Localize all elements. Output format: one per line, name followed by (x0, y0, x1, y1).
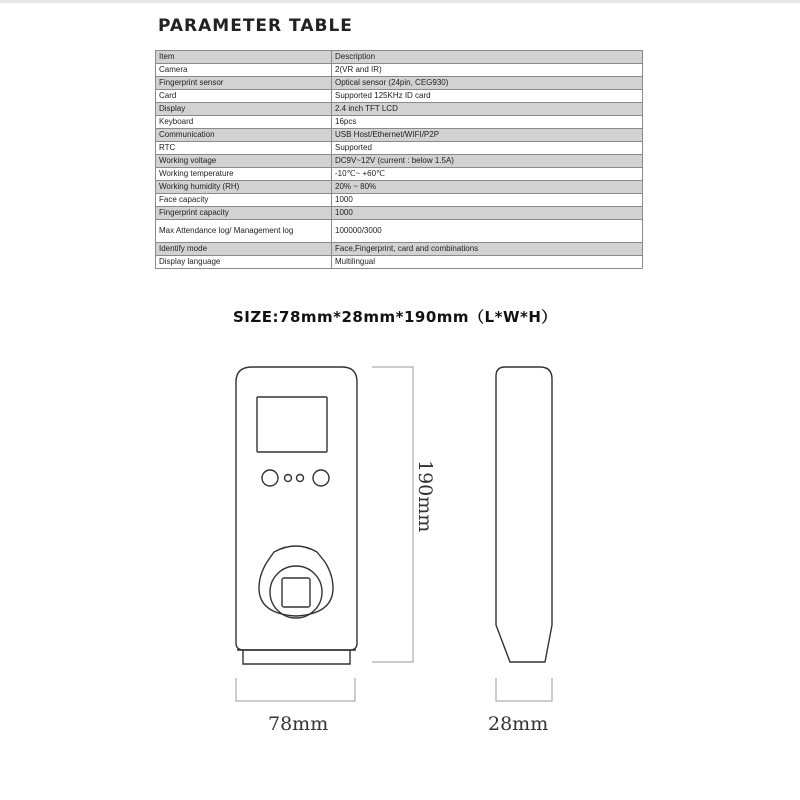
device-base-foot (243, 650, 350, 664)
width-label: 78mm (268, 713, 329, 735)
row-description: Face,Fingerprint, card and combinations (332, 243, 643, 256)
device-side-body (496, 367, 552, 662)
header-description: Description (332, 51, 643, 64)
side-view (496, 367, 552, 662)
row-description: 20% ~ 80% (332, 181, 643, 194)
row-description: Multilingual (332, 256, 643, 269)
sensor-small-icon (297, 475, 304, 482)
size-label: SIZE: (233, 308, 280, 326)
row-description: -10℃~ +60℃ (332, 168, 643, 181)
row-description: 100000/3000 (332, 220, 643, 243)
row-description: 1000 (332, 207, 643, 220)
height-label: 190mm (414, 460, 436, 533)
fingerprint-sensor-icon (282, 578, 310, 607)
header-item: Item (156, 51, 332, 64)
height-dimension-line (372, 367, 413, 662)
row-description: DC9V~12V (current : below 1.5A) (332, 155, 643, 168)
row-description: 2.4 inch TFT LCD (332, 103, 643, 116)
fingerprint-guard (259, 546, 333, 616)
size-value: 78mm*28mm*190mm（L*W*H） (279, 308, 557, 326)
row-description: 16pcs (332, 116, 643, 129)
row-item: Keyboard (156, 116, 332, 129)
row-item: Fingerprint capacity (156, 207, 332, 220)
row-item: Fingerprint sensor (156, 77, 332, 90)
parameter-table-title: PARAMETER TABLE (158, 16, 353, 36)
row-item: Working temperature (156, 168, 332, 181)
row-item: Camera (156, 64, 332, 77)
row-item: Card (156, 90, 332, 103)
row-item: Working humidity (RH) (156, 181, 332, 194)
row-description: USB Host/Ethernet/WIFI/P2P (332, 129, 643, 142)
row-description: Supported (332, 142, 643, 155)
width-dimension-line (236, 678, 355, 701)
row-description: Optical sensor (24pin, CEG930) (332, 77, 643, 90)
front-view (236, 367, 357, 664)
row-item: Display language (156, 256, 332, 269)
row-item: RTC (156, 142, 332, 155)
sensor-small-icon (285, 475, 292, 482)
row-item: Communication (156, 129, 332, 142)
row-description: Supported 125KHz ID card (332, 90, 643, 103)
camera-right-icon (313, 470, 329, 486)
row-description: 2(VR and IR) (332, 64, 643, 77)
screen-icon (257, 397, 327, 452)
row-item: Identify mode (156, 243, 332, 256)
depth-dimension-line (496, 678, 552, 701)
row-item: Max Attendance log/ Management log (156, 220, 332, 243)
depth-label: 28mm (488, 713, 549, 735)
row-item: Working voltage (156, 155, 332, 168)
fingerprint-ring-icon (270, 566, 322, 618)
row-description: 1000 (332, 194, 643, 207)
row-item: Display (156, 103, 332, 116)
camera-left-icon (262, 470, 278, 486)
dimension-lines (236, 367, 552, 701)
row-item: Face capacity (156, 194, 332, 207)
